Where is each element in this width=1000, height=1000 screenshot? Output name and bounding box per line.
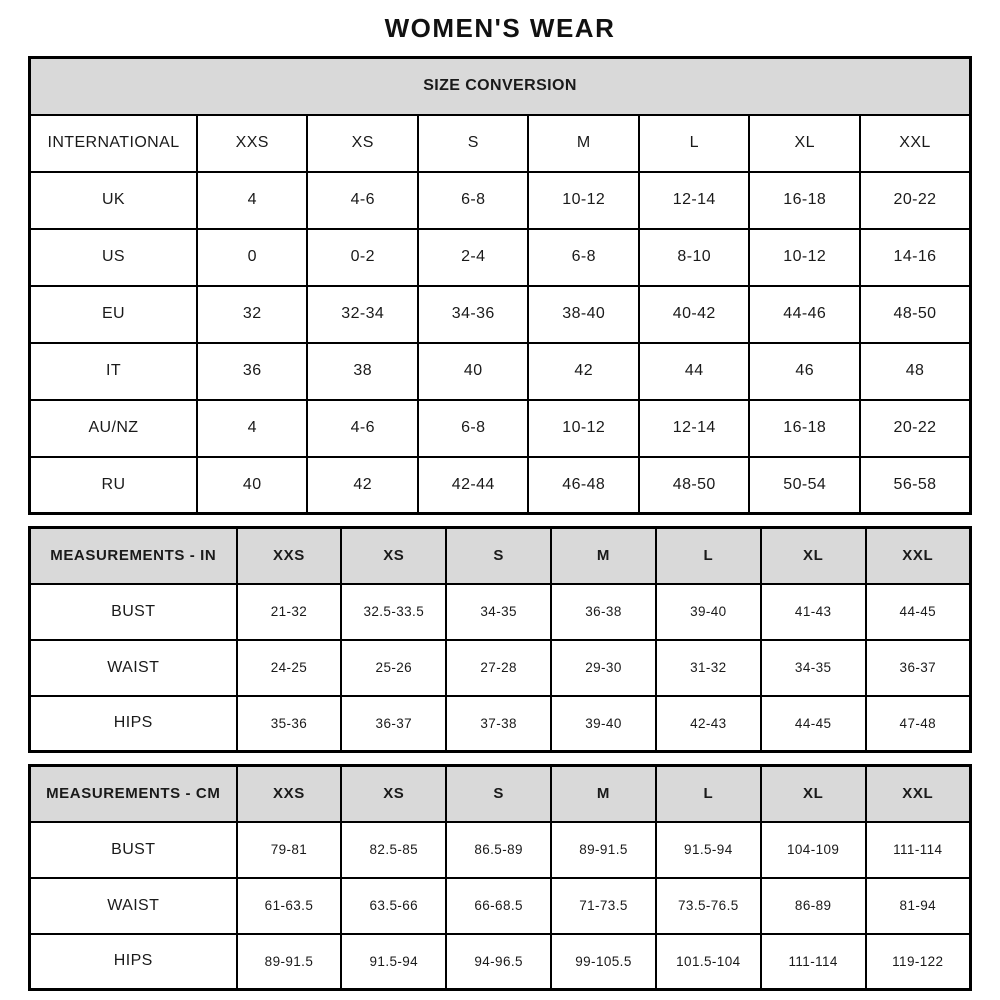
- value-cell: 36-37: [866, 640, 971, 696]
- value-cell: 38-40: [528, 286, 639, 343]
- row-label: HIPS: [30, 934, 237, 990]
- table-row: [30, 584, 971, 640]
- value-cell: 79-81: [237, 822, 342, 878]
- value-cell: 14-16: [860, 229, 971, 286]
- corner-header-cell: INTERNATIONAL: [30, 115, 197, 172]
- value-cell: 111-114: [866, 822, 971, 878]
- value-cell: 56-58: [860, 457, 971, 514]
- value-cell: 36-37: [341, 696, 446, 752]
- value-cell: 0-2: [307, 229, 418, 286]
- value-cell: 91.5-94: [341, 934, 446, 990]
- value-cell: 91.5-94: [656, 822, 761, 878]
- row-label: BUST: [30, 584, 237, 640]
- value-cell: 40: [418, 343, 529, 400]
- value-cell: 44-45: [866, 584, 971, 640]
- value-cell: 42: [528, 343, 639, 400]
- corner-header-cell: MEASUREMENTS - IN: [30, 528, 237, 584]
- value-cell: 16-18: [749, 400, 860, 457]
- value-cell: 42-43: [656, 696, 761, 752]
- size-column-header: XS: [341, 766, 446, 822]
- value-cell: 86.5-89: [446, 822, 551, 878]
- value-cell: 10-12: [528, 400, 639, 457]
- value-cell: 24-25: [237, 640, 342, 696]
- row-label: HIPS: [30, 696, 237, 752]
- value-cell: 4-6: [307, 400, 418, 457]
- value-cell: 36-38: [551, 584, 656, 640]
- measurements-cm-table: [28, 764, 972, 991]
- size-column-header: M: [528, 115, 639, 172]
- value-cell: 32: [197, 286, 308, 343]
- size-column-header: XXS: [197, 115, 308, 172]
- value-cell: 46-48: [528, 457, 639, 514]
- value-cell: 21-32: [237, 584, 342, 640]
- table-row: [30, 934, 971, 990]
- value-cell: 46: [749, 343, 860, 400]
- value-cell: 50-54: [749, 457, 860, 514]
- value-cell: 73.5-76.5: [656, 878, 761, 934]
- table-row: [30, 286, 971, 343]
- value-cell: 104-109: [761, 822, 866, 878]
- value-cell: 29-30: [551, 640, 656, 696]
- table-row: [30, 457, 971, 514]
- size-column-header: XXL: [860, 115, 971, 172]
- value-cell: 27-28: [446, 640, 551, 696]
- value-cell: 12-14: [639, 172, 750, 229]
- value-cell: 81-94: [866, 878, 971, 934]
- value-cell: 34-36: [418, 286, 529, 343]
- value-cell: 34-35: [446, 584, 551, 640]
- value-cell: 32.5-33.5: [341, 584, 446, 640]
- value-cell: 89-91.5: [551, 822, 656, 878]
- value-cell: 44: [639, 343, 750, 400]
- table-row: [30, 400, 971, 457]
- row-label: BUST: [30, 822, 237, 878]
- value-cell: 44-45: [761, 696, 866, 752]
- value-cell: 48: [860, 343, 971, 400]
- value-cell: 39-40: [551, 696, 656, 752]
- value-cell: 4: [197, 172, 308, 229]
- value-cell: 38: [307, 343, 418, 400]
- column-header-row: [30, 115, 971, 172]
- value-cell: 101.5-104: [656, 934, 761, 990]
- value-cell: 99-105.5: [551, 934, 656, 990]
- size-column-header: XS: [341, 528, 446, 584]
- value-cell: 35-36: [237, 696, 342, 752]
- value-cell: 48-50: [860, 286, 971, 343]
- value-cell: 37-38: [446, 696, 551, 752]
- value-cell: 34-35: [761, 640, 866, 696]
- value-cell: 42: [307, 457, 418, 514]
- column-header-row: [30, 528, 971, 584]
- table-row: [30, 822, 971, 878]
- size-column-header: XS: [307, 115, 418, 172]
- value-cell: 0: [197, 229, 308, 286]
- size-column-header: M: [551, 528, 656, 584]
- value-cell: 42-44: [418, 457, 529, 514]
- value-cell: 10-12: [749, 229, 860, 286]
- value-cell: 86-89: [761, 878, 866, 934]
- table-row: [30, 172, 971, 229]
- size-column-header: L: [656, 528, 761, 584]
- value-cell: 20-22: [860, 172, 971, 229]
- corner-header-cell: MEASUREMENTS - CM: [30, 766, 237, 822]
- row-label: WAIST: [30, 878, 237, 934]
- value-cell: 6-8: [418, 172, 529, 229]
- size-column-header: XXS: [237, 528, 342, 584]
- row-label: AU/NZ: [30, 400, 197, 457]
- value-cell: 6-8: [528, 229, 639, 286]
- value-cell: 48-50: [639, 457, 750, 514]
- size-column-header: XL: [761, 528, 866, 584]
- table-row: [30, 229, 971, 286]
- size-column-header: XL: [749, 115, 860, 172]
- value-cell: 82.5-85: [341, 822, 446, 878]
- value-cell: 71-73.5: [551, 878, 656, 934]
- measurements-in-table: [28, 526, 972, 753]
- table-row: [30, 640, 971, 696]
- value-cell: 12-14: [639, 400, 750, 457]
- value-cell: 6-8: [418, 400, 529, 457]
- table-caption-row: [30, 58, 971, 115]
- value-cell: 94-96.5: [446, 934, 551, 990]
- value-cell: 20-22: [860, 400, 971, 457]
- value-cell: 63.5-66: [341, 878, 446, 934]
- size-column-header: XXL: [866, 528, 971, 584]
- size-column-header: XL: [761, 766, 866, 822]
- row-label: US: [30, 229, 197, 286]
- value-cell: 36: [197, 343, 308, 400]
- value-cell: 2-4: [418, 229, 529, 286]
- column-header-row: [30, 766, 971, 822]
- row-label: IT: [30, 343, 197, 400]
- value-cell: 40: [197, 457, 308, 514]
- row-label: RU: [30, 457, 197, 514]
- table-row: [30, 878, 971, 934]
- size-column-header: XXS: [237, 766, 342, 822]
- row-label: EU: [30, 286, 197, 343]
- value-cell: 31-32: [656, 640, 761, 696]
- value-cell: 10-12: [528, 172, 639, 229]
- value-cell: 44-46: [749, 286, 860, 343]
- value-cell: 39-40: [656, 584, 761, 640]
- value-cell: 66-68.5: [446, 878, 551, 934]
- value-cell: 16-18: [749, 172, 860, 229]
- value-cell: 47-48: [866, 696, 971, 752]
- value-cell: 8-10: [639, 229, 750, 286]
- value-cell: 25-26: [341, 640, 446, 696]
- size-conversion-table: [28, 56, 972, 515]
- page-title: WOMEN'S WEAR: [384, 13, 616, 43]
- size-column-header: M: [551, 766, 656, 822]
- size-column-header: S: [446, 528, 551, 584]
- value-cell: 32-34: [307, 286, 418, 343]
- size-column-header: S: [446, 766, 551, 822]
- size-column-header: S: [418, 115, 529, 172]
- size-column-header: L: [656, 766, 761, 822]
- value-cell: 111-114: [761, 934, 866, 990]
- value-cell: 61-63.5: [237, 878, 342, 934]
- row-label: WAIST: [30, 640, 237, 696]
- value-cell: 119-122: [866, 934, 971, 990]
- size-column-header: XXL: [866, 766, 971, 822]
- value-cell: 4: [197, 400, 308, 457]
- table-row: [30, 696, 971, 752]
- value-cell: 89-91.5: [237, 934, 342, 990]
- table-row: [30, 343, 971, 400]
- value-cell: 4-6: [307, 172, 418, 229]
- table-title: SIZE CONVERSION: [30, 58, 971, 115]
- value-cell: 40-42: [639, 286, 750, 343]
- size-column-header: L: [639, 115, 750, 172]
- value-cell: 41-43: [761, 584, 866, 640]
- row-label: UK: [30, 172, 197, 229]
